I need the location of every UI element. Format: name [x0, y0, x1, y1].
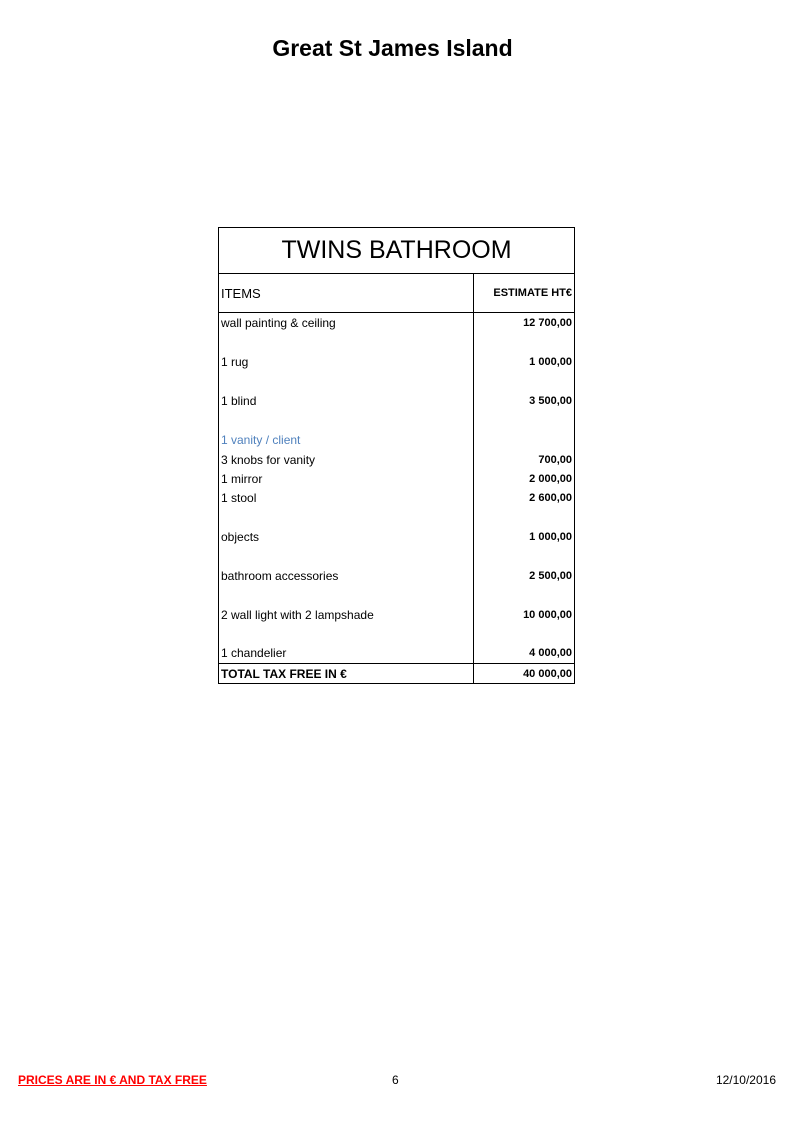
item-name: 1 vanity / client [219, 430, 474, 451]
page-title: Great St James Island [272, 35, 513, 61]
table-row [219, 528, 575, 547]
item-amount: 10 000,00 [474, 605, 575, 625]
item-name: 1 chandelier [219, 644, 474, 664]
table-header-row [219, 274, 575, 313]
total-label: TOTAL TAX FREE IN € [219, 664, 474, 684]
item-name: bathroom accessories [219, 566, 474, 586]
item-name: wall painting & ceiling [219, 313, 474, 334]
item-name: 1 mirror [219, 470, 474, 489]
item-amount [474, 430, 575, 451]
item-amount: 4 000,00 [474, 644, 575, 664]
spacer-row [219, 334, 575, 352]
table-row [219, 352, 575, 373]
estimate-table [218, 227, 575, 684]
table-row [219, 605, 575, 625]
table-row [219, 470, 575, 489]
table-row [219, 566, 575, 586]
page-number: 6 [392, 1073, 399, 1087]
spacer-row [219, 508, 575, 528]
spacer-row [219, 412, 575, 430]
table-row [219, 430, 575, 451]
item-amount: 2 000,00 [474, 470, 575, 489]
table-row [219, 391, 575, 412]
item-amount: 2 500,00 [474, 566, 575, 586]
item-amount: 3 500,00 [474, 391, 575, 412]
total-amount: 40 000,00 [474, 664, 575, 684]
item-amount: 1 000,00 [474, 352, 575, 373]
item-name: 2 wall light with 2 lampshade [219, 605, 474, 625]
total-row [219, 664, 575, 684]
item-name: objects [219, 528, 474, 547]
table-row [219, 313, 575, 334]
table-title: TWINS BATHROOM [219, 228, 575, 274]
items-column-header: ITEMS [219, 274, 474, 313]
table-row [219, 451, 575, 470]
spacer-row [219, 586, 575, 605]
spacer-row [219, 547, 575, 566]
document-date: 12/10/2016 [715, 1073, 776, 1087]
table-title-row [219, 228, 575, 274]
item-amount: 2 600,00 [474, 489, 575, 508]
table-row [219, 644, 575, 664]
item-amount: 1 000,00 [474, 528, 575, 547]
prices-note: PRICES ARE IN € AND TAX FREE [18, 1073, 207, 1087]
spacer-row [219, 373, 575, 391]
item-name: 1 blind [219, 391, 474, 412]
item-amount: 12 700,00 [474, 313, 575, 334]
estimate-column-header: ESTIMATE HT€ [474, 274, 575, 313]
spacer-row [219, 625, 575, 644]
table-row [219, 489, 575, 508]
item-name: 1 stool [219, 489, 474, 508]
item-amount: 700,00 [474, 451, 575, 470]
item-name: 3 knobs for vanity [219, 451, 474, 470]
item-name: 1 rug [219, 352, 474, 373]
